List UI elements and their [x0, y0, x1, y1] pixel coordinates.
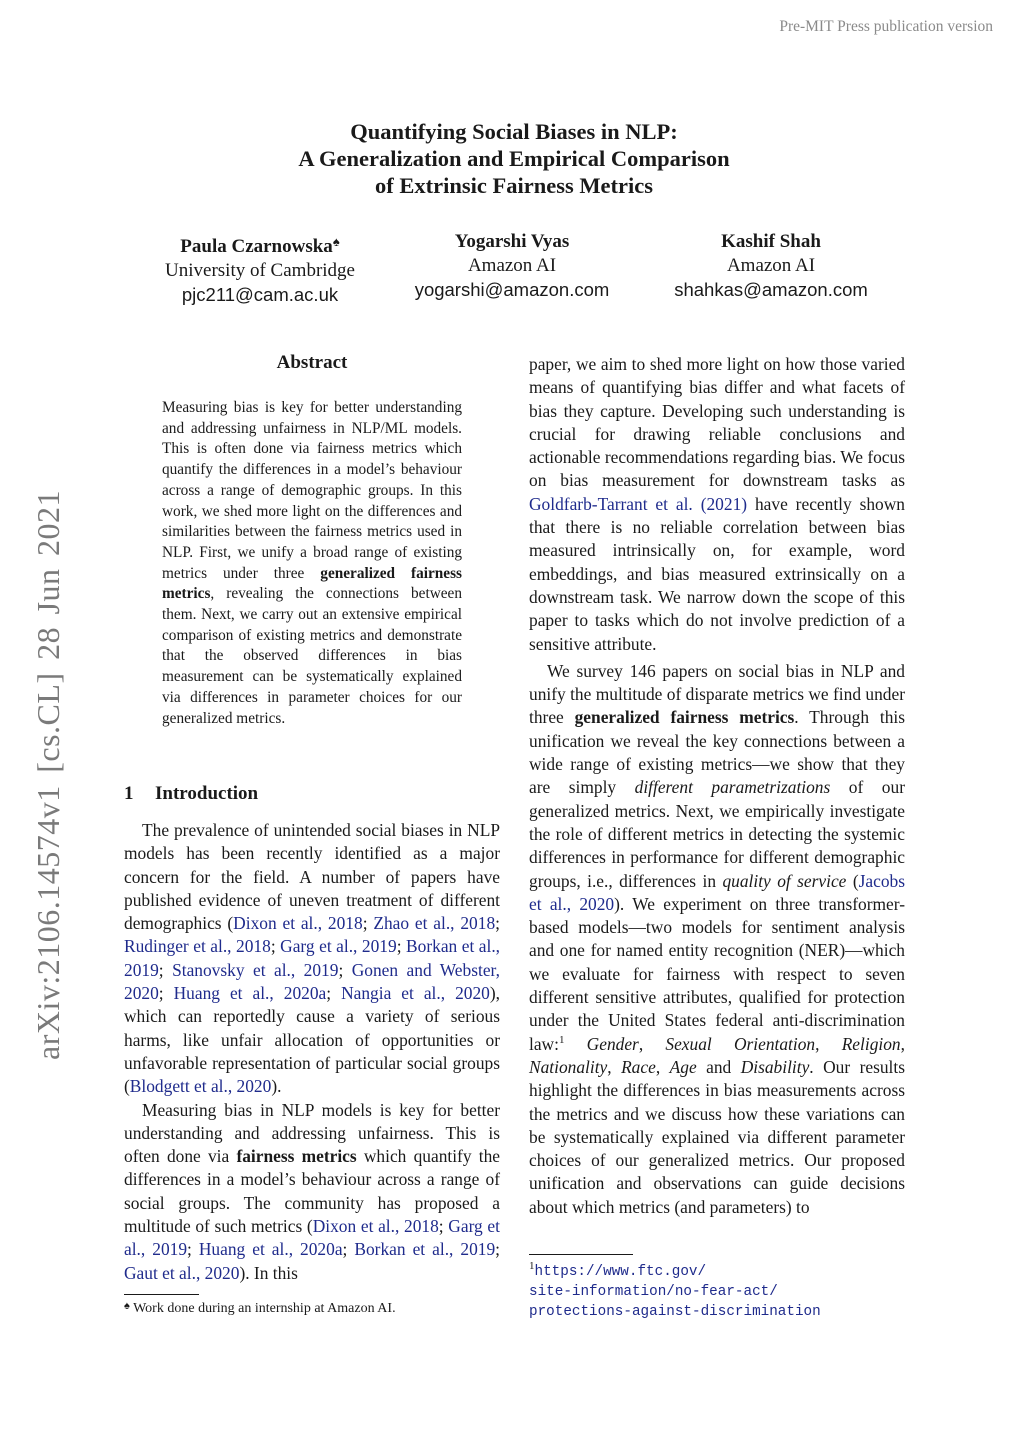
author-block-2	[392, 230, 632, 302]
author-block-3	[648, 230, 894, 302]
footnote-rule	[124, 1294, 199, 1295]
title-line-1: Quantifying Social Biases in NLP:	[350, 119, 678, 144]
citation-link[interactable]: Jacobs et al., 2020	[529, 870, 906, 914]
author-affiliation: University of Cambridge	[165, 260, 355, 281]
citation-link[interactable]: Blodgett et al., 2020	[129, 1076, 272, 1097]
intro-paragraph-3: paper, we aim to shed more light on how those varied means of quantifying bias differ and what facets of bias they capture. Developing such understanding is crucial for drawing reliable conclusions and actionable recommendations regarding bias. We focus on bias measurement for downstream tasks as Goldfarb-Tarrant et al. (2021) have recently shown that there is no reliable correlation between bias measured intrinsically on, for example, word embeddings, and bias measured extrinsically on a downstream task. We narrow down the scope of this paper to tasks which do not involve prediction of a sensitive attribute.	[529, 354, 905, 654]
citation-link[interactable]: Garg et al., 2019	[124, 1216, 500, 1260]
intro-paragraph-1: The prevalence of unintended social biases in NLP models has been recently identified as a major concern for the field. A number of papers have published evidence of uneven treatment of different demographics (Dixon et al., 2018; Zhao et al., 2018; Rudinger et al., 2018; Garg et al., 2019; Borkan et al., 2019; Stanovsky et al., 2019; Gonen and Webster, 2020; Huang et al., 2020a; Nangia et al., 2020), which can reportedly cause a variety of serious harms, like unfair allocation of opportunities or unfavorable representation of particular social groups (Blodgett et al., 2020).	[124, 820, 501, 1097]
citation-link[interactable]: Gaut et al., 2020	[124, 1262, 240, 1283]
citation-link[interactable]: Zhao et al., 2018	[373, 913, 496, 934]
url-line[interactable]: https://www.ftc.gov/	[534, 1264, 707, 1280]
author-name: Kashif Shah	[721, 231, 821, 252]
citation-link[interactable]: Goldfarb-Tarrant et al.	[529, 493, 693, 514]
footnote-internship: ♠ Work done during an internship at Amazon AI.	[124, 1300, 396, 1316]
intro-paragraph-2: Measuring bias in NLP models is key for better understanding and addressing unfairness. This is often done via fairness metrics which quantify the differences in a model’s behaviour across a range of social groups. The community has proposed a multitude of such metrics (Dixon et al., 2018; Garg et al., 2019; Huang et al., 2020a; Borkan et al., 2019; Gaut et al., 2020). In this	[124, 1099, 501, 1283]
citation-link[interactable]: Garg et al., 2019	[280, 936, 397, 957]
left-column-body	[124, 819, 500, 1285]
title-line-2: A Generalization and Empirical Comparison	[298, 146, 730, 171]
spade-footnote-mark: ♠	[332, 234, 340, 249]
arxiv-stamp: arXiv:2106.14574v1 [cs.CL] 28 Jun 2021	[30, 489, 66, 1060]
citation-link[interactable]: Rudinger et al., 2018	[124, 936, 271, 957]
author-email[interactable]: pjc211@cam.ac.uk	[181, 284, 339, 305]
citation-link[interactable]: Huang et al., 2020a	[173, 983, 327, 1004]
paper-title	[150, 118, 878, 199]
abstract-body: Measuring bias is key for better understanding and addressing unfairness in NLP/ML models. This is often done via fairness metrics which quantify the differences in a model’s behaviour across a range of demographic groups. In this work, we shed more light on the differences and similarities between the fairness metrics used in NLP. First, we unify a broad range of existing metrics under three generalized fairness metrics, revealing the connections between them. Next, we carry out an extensive empirical comparison of existing metrics and demonstrate that the observed differences in bias measurement can be systematically explained via differences in parameter choices for our generalized metrics.	[162, 399, 462, 727]
author-email[interactable]: yogarshi@amazon.com	[414, 279, 610, 300]
footnote-url[interactable]	[529, 1262, 821, 1322]
citation-link[interactable]: Borkan et al., 2019	[354, 1239, 496, 1260]
author-affiliation: Amazon AI	[467, 255, 557, 276]
section-number: 1	[124, 783, 134, 804]
footnote-rule	[529, 1254, 633, 1255]
abstract-heading: Abstract	[276, 352, 348, 373]
publication-note: Pre-MIT Press publication version	[779, 18, 993, 35]
right-column-body	[529, 353, 905, 1219]
author-email[interactable]: shahkas@amazon.com	[674, 279, 868, 300]
citation-link[interactable]: Dixon et al., 2018	[233, 913, 363, 934]
footnote-ref[interactable]: 1	[558, 1033, 565, 1046]
bold-term: generalized fairness metrics	[574, 707, 795, 728]
bold-term: fairness metrics	[236, 1146, 357, 1167]
title-line-3: of Extrinsic Fairness Metrics	[374, 173, 654, 198]
citation-link[interactable]: Dixon et al., 2018	[312, 1216, 439, 1237]
author-affiliation: Amazon AI	[726, 255, 816, 276]
footnote-mark: 1	[529, 1260, 535, 1273]
intro-paragraph-4: We survey 146 papers on social bias in NLP and unify the multitude of disparate metrics we find under three generalized fairness metrics. Through this unification we reveal the key connections between a wide range of existing metrics—we show that they are simply different parametrizations of our generalized metrics. Next, we empirically investigate the role of different metrics in detecting the systemic differences in performance for different demographic groups, i.e., differences in quality of service (Jacobs et al., 2020). We experiment on three transformer-based models—two models for sentiment analysis and one for named entity recognition (NER)—which we evaluate for fairness with respect to seven different sensitive attributes, qualified for protection under the United States federal anti-discrimination law:$^1$ Gender, Sexual Orientation, Religion, Nationality, Race, Age and Disability. Our results highlight the differences in bias measurements across the metrics and we discuss how these variations can be systematically explained via different parameter choices of our generalized metrics. Our proposed unification and observations can guide decisions about which metrics (and parameters) to	[529, 660, 906, 1217]
author-block-1	[140, 230, 380, 307]
citation-link[interactable]: Stanovsky et al., 2019	[172, 959, 339, 980]
citation-link[interactable]: Nangia et al., 2020	[341, 983, 490, 1004]
citation-link[interactable]: (2021)	[700, 493, 748, 514]
url-line[interactable]: protections-against-discrimination	[529, 1304, 821, 1320]
citation-link[interactable]: Borkan et al., 2019	[124, 936, 501, 980]
section-heading-introduction	[124, 783, 258, 805]
url-line[interactable]: site-information/no-fear-act/	[529, 1284, 778, 1300]
author-name: Paula Czarnowska	[180, 236, 333, 257]
citation-link[interactable]: Gonen and Webster, 2020	[124, 959, 500, 1004]
citation-link[interactable]: Huang et al., 2020a	[198, 1239, 343, 1260]
author-name: Yogarshi Vyas	[454, 231, 570, 252]
abstract-bold-term: generalized fairness metrics	[162, 564, 462, 603]
section-title: Introduction	[155, 783, 259, 804]
spade-footnote-mark: ♠	[124, 1300, 130, 1312]
